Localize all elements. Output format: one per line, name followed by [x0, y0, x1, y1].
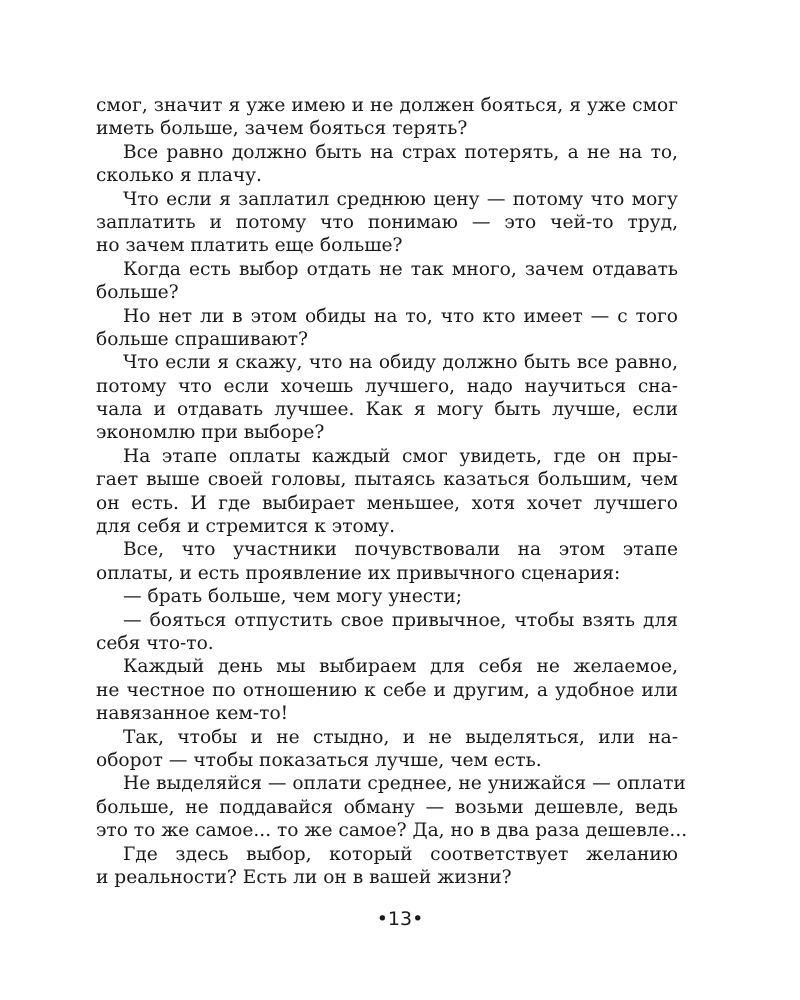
text-line: Когда есть выбор отдать не так много, зачем отдавать — [123, 258, 678, 280]
page-number: •13• — [376, 908, 424, 930]
text-line: иметь больше, зачем бояться терять? — [96, 118, 468, 140]
text-line: себя что-то. — [96, 632, 214, 654]
text-line: Что если я скажу, что на обиду должно быть все равно, — [123, 352, 678, 374]
text-line: — брать больше, чем могу унести; — [123, 586, 463, 608]
text-line: — бояться отпустить свое привычное, чтобы взять для — [123, 609, 678, 631]
text-line: для себя и стремится к этому. — [96, 516, 395, 538]
text-line: и реальности? Есть ли он в вашей жизни? — [96, 866, 512, 888]
text-line: На этапе оплаты каждый смог увидеть, где он пры- — [123, 445, 678, 467]
text-line: Но нет ли в этом обиды на то, что кто имеет — с того — [123, 305, 678, 327]
text-line: Так, чтобы и не стыдно, и не выделяться, или на- — [123, 726, 678, 748]
text-line: больше? — [96, 282, 179, 304]
text-line: это то же самое... то же самое? Да, но в два раза дешевле... — [96, 820, 688, 842]
text-line: Все равно должно быть на страх потерять, а не на то, — [123, 141, 678, 163]
text-line: Где здесь выбор, который соответствует желанию — [123, 843, 678, 865]
text-line: навязанное кем-то! — [96, 703, 289, 725]
text-line: не честное по отношению к себе и другим, а удобное или — [96, 679, 678, 701]
text-line: больше спрашивают? — [96, 328, 308, 350]
text-line: Все, что участники почувствовали на этом этапе — [123, 539, 678, 561]
text-line: Каждый день мы выбираем для себя не желаемое, — [123, 656, 678, 678]
text-line: он есть. И где выбирает меньшее, хотя хочет лучшего — [96, 492, 678, 514]
text-line: смог, значит я уже имею и не должен бояться, я уже смог — [96, 95, 678, 116]
text-line: Не выделяйся — оплати среднее, не унижайся — оплати — [123, 773, 686, 795]
page-body — [96, 94, 688, 889]
text-line: заплатить и потому что понимаю — это чей-то труд, — [96, 211, 678, 233]
text-line: гает выше своей головы, пытаясь казаться большим, чем — [96, 469, 678, 491]
text-line: чала и отдавать лучшее. Как я могу быть лучше, если — [96, 399, 678, 421]
text-line: сколько я плачу. — [96, 165, 262, 187]
text-line: больше, не поддавайся обману — возьми дешевле, ведь — [96, 796, 678, 818]
text-line: оплаты, и есть проявление их привычного сценария: — [96, 562, 621, 584]
text-line: оборот — чтобы показаться лучше, чем есть. — [96, 749, 542, 771]
text-line: потому что если хочешь лучшего, надо научиться сна- — [96, 375, 678, 397]
text-line: но зачем платить еще больше? — [96, 235, 403, 257]
text-line: Что если я заплатил среднюю цену — потому что могу — [123, 188, 678, 210]
text-line: экономлю при выборе? — [96, 422, 325, 444]
